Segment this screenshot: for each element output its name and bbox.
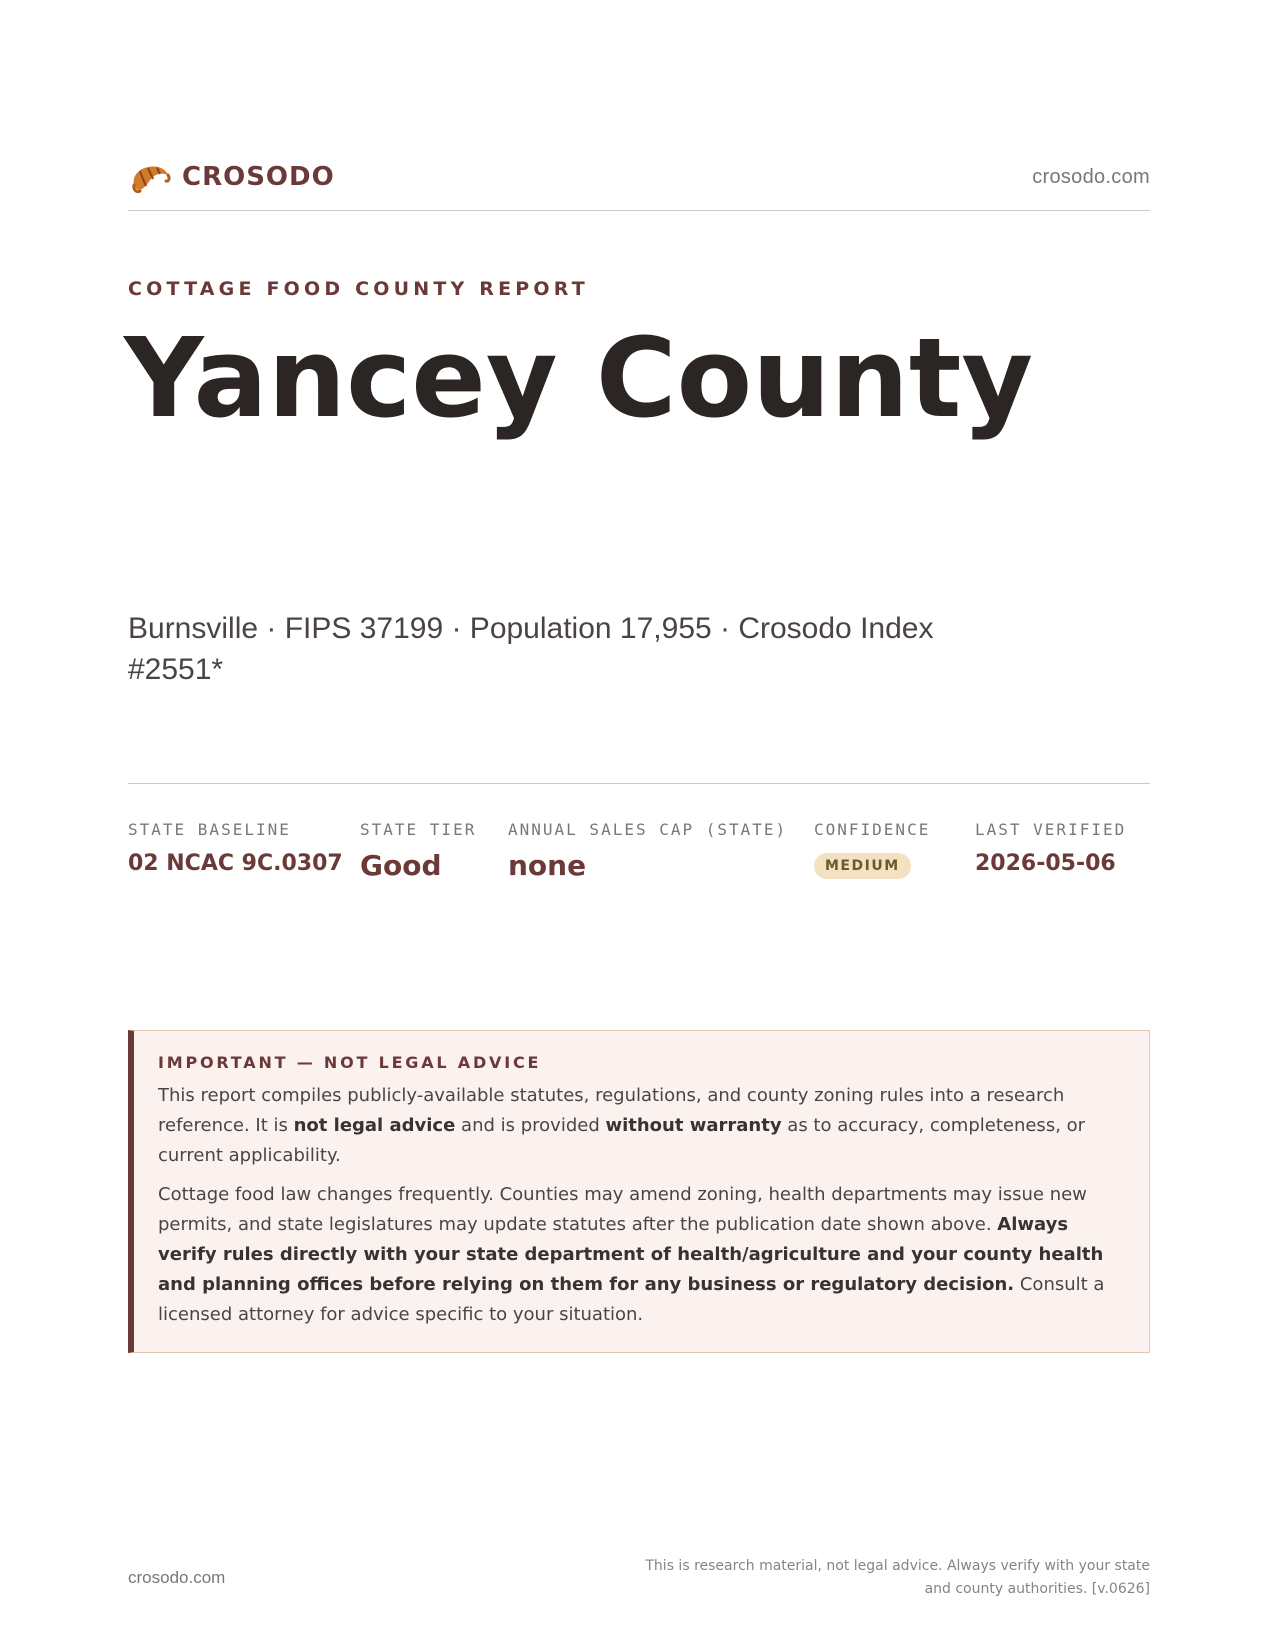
page-title: Yancey County: [124, 314, 1034, 442]
meta-label: STATE TIER: [360, 820, 477, 839]
report-kicker: COTTAGE FOOD COUNTY REPORT: [128, 278, 589, 300]
meta-label: LAST VERIFIED: [975, 820, 1127, 839]
meta-state-baseline: [128, 820, 343, 876]
meta-value: Good: [360, 849, 442, 882]
legal-notice: [128, 1030, 1150, 1353]
croissant-icon: [128, 155, 172, 199]
meta-value: 02 NCAC 9C.0307: [128, 851, 343, 876]
footer-url-link[interactable]: crosodo.com: [128, 1568, 226, 1587]
notice-paragraph: Cottage food law changes frequently. Counties may amend zoning, health departments may issue new permits, and state legislatures may update statutes after the publication date shown above. Always verify rules directly with your state department of health/agriculture and your county health and planning offices before relying on them for any business or regulatory decision. Consult a licensed attorney for advice specific to your situation.: [158, 1184, 1105, 1325]
confidence-badge: MEDIUM: [814, 853, 911, 879]
brand-name: CROSODO: [182, 162, 335, 192]
notice-title: IMPORTANT — NOT LEGAL ADVICE: [158, 1053, 542, 1072]
county-subtitle: Burnsville · FIPS 37199 · Population 17,955 · Crosodo Index #2551*: [128, 612, 934, 686]
meta-value: none: [508, 849, 587, 882]
meta-label: CONFIDENCE: [814, 820, 931, 839]
footer-disclaimer: This is research material, not legal advice. Always verify with your state and county authorities. [v.0626]: [645, 1558, 1150, 1597]
header-url-link[interactable]: crosodo.com: [1032, 166, 1150, 188]
notice-paragraph: This report compiles publicly-available statutes, regulations, and county zoning rules into a research reference. It is not legal advice and is provided without warranty as to accuracy, completeness, or current applicability.: [158, 1085, 1086, 1166]
meta-label: ANNUAL SALES CAP (STATE): [508, 820, 788, 839]
page-header: [128, 155, 1150, 211]
meta-confidence: [814, 820, 930, 879]
meta-label: STATE BASELINE: [128, 820, 291, 839]
meta-last-verified: [975, 820, 1126, 876]
brand[interactable]: [128, 155, 335, 199]
meta-value: 2026-05-06: [975, 851, 1116, 876]
meta-state-tier: [360, 820, 476, 882]
meta-sales-cap: [508, 820, 787, 882]
section-divider: [128, 783, 1150, 784]
